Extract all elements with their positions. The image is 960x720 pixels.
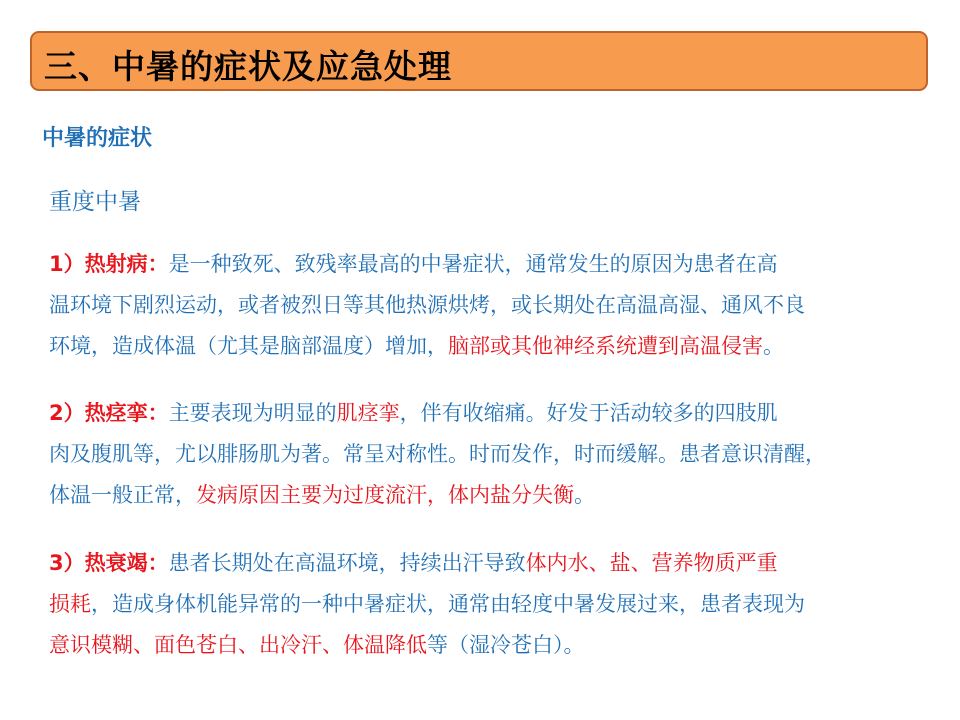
paragraph-line <box>49 326 929 367</box>
highlight-span: 意识模糊、面色苍白、出冷汗、体温降低 <box>49 633 427 657</box>
text-span: 温环境下剧烈运动，或者被烈日等其他热源烘烤，或长期处在高温高湿、通风不良 <box>49 293 805 317</box>
symptom-heat-exhaustion <box>49 543 929 666</box>
highlight-span: 损耗 <box>49 592 91 616</box>
text-span: 环境，造成体温（尤其是脑部温度）增加， <box>49 334 448 358</box>
severity-heading: 重度中暑 <box>49 189 141 215</box>
paragraph-line <box>49 285 929 326</box>
text-span: ，伴有收缩痛。好发于活动较多的四肢肌 <box>399 401 778 425</box>
paragraph-line <box>49 393 929 434</box>
text-span: 患者长期处在高温环境，持续出汗导致 <box>168 551 526 575</box>
text-span: 体温一般正常， <box>49 483 196 507</box>
text-span: 等（湿冷苍白）。 <box>427 633 585 657</box>
text-span: ，造成身体机能异常的一种中暑症状，通常由轻度中暑发展过来，患者表现为 <box>91 592 805 616</box>
symptom-heat-cramps <box>49 393 929 516</box>
text-span: 。 <box>763 334 784 358</box>
text-span: 。 <box>574 483 595 507</box>
text-span: 肉及腹肌等，尤以腓肠肌为著。常呈对称性。时而发作，时而缓解。患者意识清醒， <box>49 442 826 466</box>
paragraph-line <box>49 625 929 666</box>
title-banner <box>30 31 928 91</box>
paragraph-line <box>49 543 929 584</box>
paragraph-line <box>49 475 929 516</box>
paragraph-line <box>49 244 929 285</box>
paragraph-line <box>49 434 929 475</box>
symptom-label: 3）热衰竭： <box>49 551 169 575</box>
highlight-span: 脑部或其他神经系统遭到高温侵害 <box>448 334 763 358</box>
symptom-label: 2）热痉挛： <box>49 401 169 425</box>
symptom-label: 1）热射病： <box>49 252 169 276</box>
text-span: 主要表现为明显的 <box>168 401 337 425</box>
highlight-span: 肌痉挛 <box>336 401 400 425</box>
paragraph-line <box>49 584 929 625</box>
text-span: 是一种致死、致残率最高的中暑症状，通常发生的原因为患者在高 <box>168 252 778 276</box>
highlight-span: 体内水、盐、营养物质严重 <box>525 551 778 575</box>
highlight-span: 发病原因主要为过度流汗，体内盐分失衡 <box>196 483 574 507</box>
section-heading: 中暑的症状 <box>42 126 153 151</box>
symptom-heat-stroke <box>49 244 929 367</box>
page-title: 三、中暑的症状及应急处理 <box>44 47 452 86</box>
